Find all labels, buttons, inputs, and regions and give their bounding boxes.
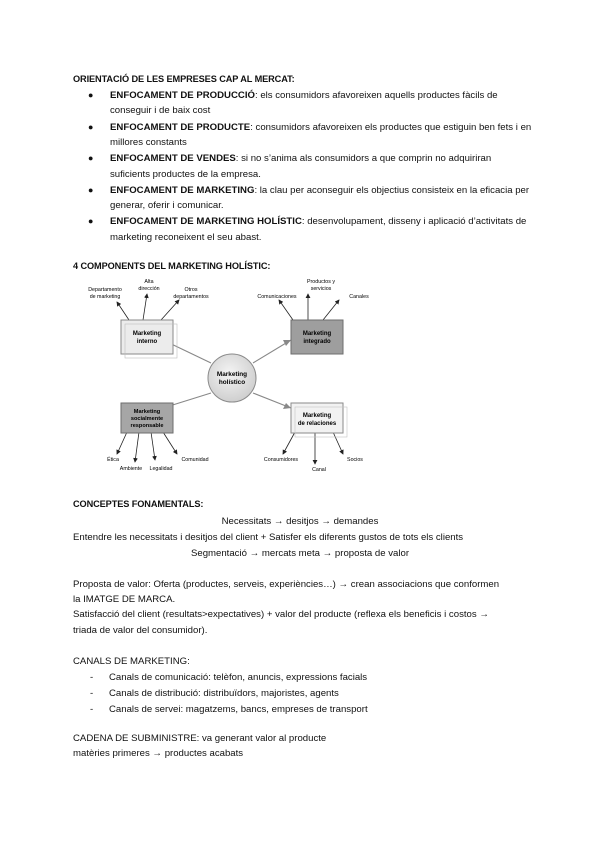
box-relaciones-line2: de relaciones	[297, 421, 337, 427]
list-item	[73, 670, 368, 686]
cadena-line1: CADENA DE SUBMINISTRE: va generant valor al producte	[73, 733, 327, 744]
list-item-term: ENFOCAMENT DE PRODUCTE	[110, 121, 251, 133]
list-item	[73, 686, 368, 702]
label-ambiente: Ambiente	[119, 466, 143, 472]
label-otros-2: departamentos	[173, 294, 209, 300]
list-item	[73, 183, 533, 214]
label-productos-1: Productos y	[307, 279, 335, 285]
list-item-term: ENFOCAMENT DE MARKETING	[110, 184, 255, 196]
list-item-text: : la clau per aconseguir els objectius consisteix en la eficacia per generar, oferir i comunicar.	[110, 184, 530, 212]
label-alta-1: Alta	[144, 279, 154, 285]
label-otros-1: Otros	[184, 287, 198, 293]
list-item-text: : consumidors afavoreixen els productes que estiguin ben fets i en millores constants	[110, 121, 532, 149]
cadena-line2: matèries primeres → productes acabats	[73, 748, 244, 759]
center-circle	[208, 354, 256, 402]
dash-icon: -	[90, 672, 94, 683]
label-etica: Ética	[107, 457, 119, 463]
orientacio-list	[73, 88, 533, 246]
box-social-line3: responsable	[130, 423, 164, 429]
list-item	[73, 151, 533, 182]
bullet-icon: ●	[88, 90, 94, 100]
list-item-term: ENFOCAMENT DE VENDES	[110, 153, 236, 165]
box-integrado-line1: Marketing	[302, 331, 332, 337]
section-title-components: 4 COMPONENTS DEL MARKETING HOLÍSTIC:	[73, 261, 271, 271]
satisfaccio-line2: triada de valor del consumidor).	[73, 625, 208, 636]
section-title-canals: CANALS DE MARKETING:	[73, 656, 190, 667]
label-depto-2: de marketing	[89, 294, 121, 300]
list-item-text: : si no s’anima als consumidors a que comprin no adquiriran suficients productes de la empresa.	[110, 153, 492, 180]
list-item-text: Canals de servei: magatzems, bancs, empreses de transport	[109, 704, 368, 715]
dash-icon: -	[90, 704, 94, 715]
label-canales: Canales	[349, 294, 369, 300]
section-title-orientacio: ORIENTACIÓ DE LES EMPRESES CAP AL MERCAT:	[73, 74, 295, 84]
label-comunicaciones: Comunicaciones	[257, 294, 297, 300]
box-integrado-line2: integrado	[303, 339, 331, 345]
center-line1: Marketing	[216, 371, 248, 378]
proposta-valor-line1: Proposta de valor: Oferta (productes, serveis, experiències…) → crean associacions que conformen	[73, 579, 500, 590]
canals-list	[73, 670, 368, 718]
label-canal: Canal	[312, 467, 326, 473]
list-item	[73, 702, 368, 718]
list-item-term: ENFOCAMENT DE PRODUCCIÓ	[110, 90, 255, 101]
bullet-icon: ●	[88, 153, 94, 164]
bullet-icon: ●	[88, 121, 94, 132]
list-item-term: ENFOCAMENT DE MARKETING HOLÍSTIC	[110, 216, 302, 228]
concept-line-3: Segmentació → mercats meta → proposta de valor	[190, 548, 410, 559]
section-title-conceptes: CONCEPTES FONAMENTALS:	[73, 499, 204, 509]
concept-line-2: Entendre les necessitats i desitjos del client + Satisfer els diferents gustos de tots els clients	[73, 532, 464, 543]
label-depto-1: Departamento	[88, 287, 122, 293]
satisfaccio-line1: Satisfacció del client (resultats>expectatives) + valor del producte (reflexa els beneficis i costos →	[73, 609, 489, 620]
box-marketing-interno	[121, 320, 173, 354]
box-social-line1: Marketing	[133, 409, 161, 415]
dash-icon: -	[90, 688, 94, 699]
box-interno-line1: Marketing	[132, 331, 162, 337]
box-interno-line2: interno	[136, 339, 158, 345]
list-item-text: Canals de comunicació: telèfon, anuncis, expressions facials	[109, 672, 368, 683]
list-item-text: Canals de distribució: distribuïdors, majoristes, agents	[109, 688, 339, 699]
label-socios: Socios	[347, 457, 363, 463]
holistic-marketing-diagram	[77, 278, 387, 476]
list-item	[73, 120, 533, 151]
label-legalidad: Legalidad	[149, 466, 173, 472]
bullet-icon: ●	[88, 184, 94, 195]
list-item-text: : els consumidors afavoreixen aquells productes fàcils de conseguir i de baix cost	[110, 90, 498, 117]
label-consumidores: Consumidores	[263, 457, 299, 463]
label-alta-2: dirección	[138, 286, 160, 292]
list-item	[73, 214, 533, 245]
connector-arrow	[283, 340, 291, 346]
box-social-line2: socialmente	[130, 416, 164, 422]
center-line2: holístico	[218, 379, 246, 386]
bullet-icon: ●	[88, 216, 94, 227]
proposta-valor-line2: la IMATGE DE MARCA.	[73, 594, 176, 605]
label-productos-2: servicios	[310, 286, 332, 292]
connector-arrow	[283, 403, 291, 409]
concept-line-1: Necessitats → desitjos → demandes	[221, 516, 379, 527]
list-item	[73, 88, 533, 119]
box-marketing-integrado	[291, 320, 343, 354]
label-comunidad: Comunidad	[181, 457, 209, 463]
box-relaciones-line1: Marketing	[302, 413, 332, 419]
list-item-text: : desenvolupament, disseny i aplicació d’activitats de marketing reconeixent el seu abast.	[110, 216, 527, 243]
